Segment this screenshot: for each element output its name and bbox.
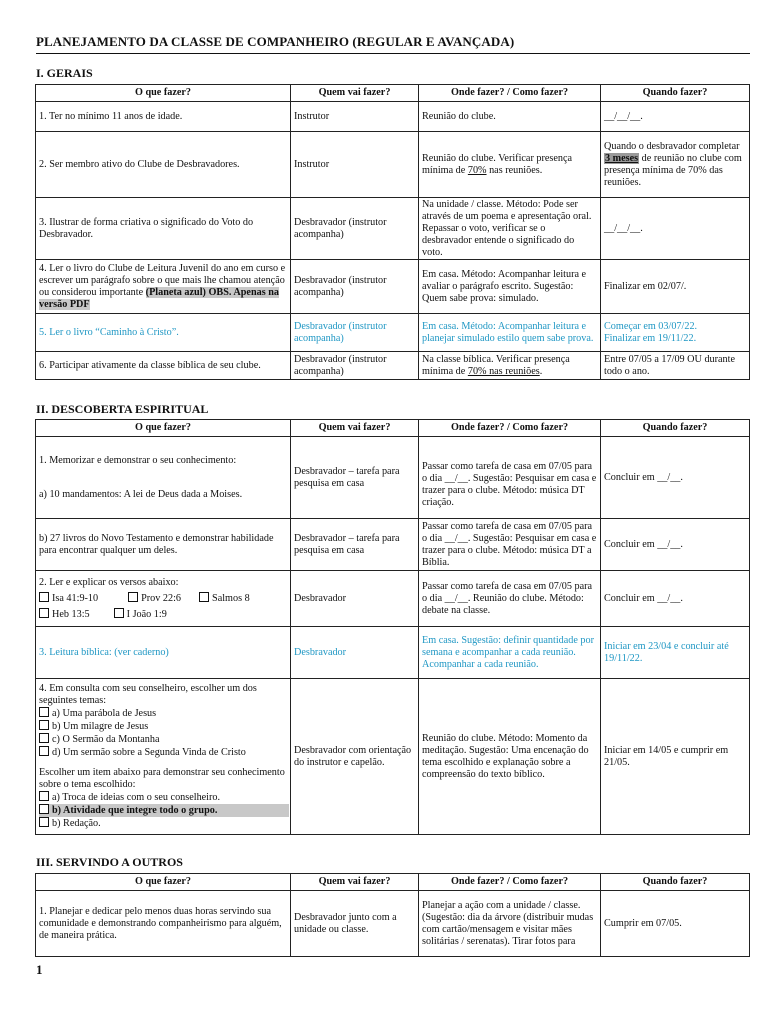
cell-when: Finalizar em 02/07/.	[601, 260, 750, 314]
cell-when: Iniciar em 14/05 e cumprir em 21/05.	[601, 679, 750, 835]
cell-what: 6. Participar ativamente da classe bíblica de seu clube.	[36, 352, 291, 380]
cell-when: Quando o desbravador completar 3 meses de reunião no clube com presença mínima de 70% das reuniões.	[601, 132, 750, 198]
header-when: Quando fazer?	[601, 85, 750, 102]
verse-checkbox[interactable]: Isa 41:9-10	[39, 592, 98, 605]
verse-checkbox[interactable]: Heb 13:5	[39, 608, 90, 621]
header-how: Onde fazer? / Como fazer?	[419, 874, 601, 891]
demo-option-highlighted[interactable]: b) Atividade que integre todo o grupo.	[39, 804, 289, 817]
section-title-espiritual: II. DESCOBERTA ESPIRITUAL	[36, 402, 209, 416]
table-espiritual	[35, 419, 750, 835]
cell-when: Concluir em __/__.	[601, 437, 750, 519]
table-row	[36, 679, 750, 835]
table-row	[36, 314, 750, 352]
cell-what: 1. Planejar e dedicar pelo menos duas horas servindo sua comunidade e demonstrando companheirismo para alguém, de maneira prática.	[36, 891, 291, 957]
cell-when: Entre 07/05 a 17/09 OU durante todo o ano.	[601, 352, 750, 380]
highlight-70: 70%	[467, 164, 487, 176]
cell-what: 3. Leitura bíblica: (ver caderno)	[36, 627, 291, 679]
table-servindo	[35, 873, 750, 957]
cell-how: Em casa. Método: Acompanhar leitura e planejar simulado estilo quem sabe prova.	[419, 314, 601, 352]
cell-what: 1. Memorizar e demonstrar o seu conhecimento: a) 10 mandamentos: A lei de Deus dada a Moises.	[36, 437, 291, 519]
cell-who: Desbravador (instrutor acompanha)	[291, 260, 419, 314]
cell-how: Reunião do clube. Método: Momento da meditação. Sugestão: Uma encenação do tema escolhido e explanação sobre a compreensão do texto bíblico.	[419, 679, 601, 835]
highlight-planeta-azul: (Planeta azul) OBS. Apenas na versão PDF	[39, 286, 279, 310]
header-what: O que fazer?	[36, 420, 291, 437]
cell-when: Concluir em __/__.	[601, 519, 750, 571]
cell-what: 2. Ler e explicar os versos abaixo: Isa 41:9-10 Prov 22:6 Salmos 8 Heb 13:5 I João 1:9	[36, 571, 291, 627]
header-what: O que fazer?	[36, 85, 291, 102]
verse-checkbox[interactable]: Prov 22:6	[128, 592, 181, 605]
table-gerais	[35, 84, 750, 380]
table-row	[36, 260, 750, 314]
header-who: Quem vai fazer?	[291, 874, 419, 891]
cell-when: Cumprir em 07/05.	[601, 891, 750, 957]
table-row	[36, 571, 750, 627]
table-header-row	[36, 85, 750, 102]
cell-how: Em casa. Sugestão: definir quantidade por semana e acompanhar a cada reunião. Acompanhar a cada reunião.	[419, 627, 601, 679]
cell-how: Reunião do clube. Verificar presença mínima de 70% nas reuniões.	[419, 132, 601, 198]
cell-when: Concluir em __/__.	[601, 571, 750, 627]
cell-how: Na unidade / classe. Método: Pode ser através de um poema e apresentação oral. Repassar o voto, verificar se o desbravador entende o significado do voto.	[419, 198, 601, 260]
demo-option[interactable]: a) Troca de ideias com o seu conselheiro.	[39, 791, 287, 804]
header-what: O que fazer?	[36, 874, 291, 891]
header-when: Quando fazer?	[601, 420, 750, 437]
cell-what: 5. Ler o livro “Caminho à Cristo”.	[36, 314, 291, 352]
cell-who: Desbravador (instrutor acompanha)	[291, 314, 419, 352]
cell-how: Passar como tarefa de casa em 07/05 para o dia __/__. Sugestão: Pesquisar em casa e trazer para o clube. Método: música DT a Bíblia.	[419, 519, 601, 571]
table-row	[36, 102, 750, 132]
cell-who: Desbravador – tarefa para pesquisa em casa	[291, 437, 419, 519]
page-title: PLANEJAMENTO DA CLASSE DE COMPANHEIRO (REGULAR E AVANÇADA)	[36, 34, 750, 54]
highlight-3-meses: 3 meses	[605, 152, 639, 164]
cell-what: 3. Ilustrar de forma criativa o significado do Voto do Desbravador.	[36, 198, 291, 260]
page-number: 1	[36, 962, 43, 977]
verse-checkbox[interactable]: I João 1:9	[114, 608, 167, 621]
cell-what: 2. Ser membro ativo do Clube de Desbravadores.	[36, 132, 291, 198]
cell-what: b) 27 livros do Novo Testamento e demonstrar habilidade para encontrar qualquer um deles.	[36, 519, 291, 571]
table-header-row	[36, 420, 750, 437]
table-row	[36, 437, 750, 519]
cell-what: 4. Ler o livro do Clube de Leitura Juvenil do ano em curso e escrever um parágrafo sobre o que mais lhe chamou atenção ou considerou importante (Planeta azul) OBS. Apenas na versão PDF	[36, 260, 291, 314]
cell-when: __/__/__.	[601, 102, 750, 132]
cell-who: Desbravador com orientação do instrutor e capelão.	[291, 679, 419, 835]
cell-how: Passar como tarefa de casa em 07/05 para o dia __/__. Sugestão: Pesquisar em casa e trazer para o clube. Método: música DT criação.	[419, 437, 601, 519]
header-how: Onde fazer? / Como fazer?	[419, 420, 601, 437]
cell-who: Desbravador (instrutor acompanha)	[291, 352, 419, 380]
cell-who: Desbravador junto com a unidade ou classe.	[291, 891, 419, 957]
section-title-servindo: III. SERVINDO A OUTROS	[36, 855, 183, 869]
cell-who: Desbravador – tarefa para pesquisa em casa	[291, 519, 419, 571]
theme-option[interactable]: c) O Sermão da Montanha	[39, 733, 287, 746]
table-row	[36, 891, 750, 957]
cell-when: __/__/__.	[601, 198, 750, 260]
cell-what: 1. Ter no mínimo 11 anos de idade.	[36, 102, 291, 132]
header-when: Quando fazer?	[601, 874, 750, 891]
cell-who: Instrutor	[291, 132, 419, 198]
verse-checkbox[interactable]: Salmos 8	[199, 592, 250, 605]
cell-when: Começar em 03/07/22. Finalizar em 19/11/22.	[601, 314, 750, 352]
table-header-row	[36, 874, 750, 891]
table-row	[36, 198, 750, 260]
cell-how: Em casa. Método: Acompanhar leitura e avaliar o parágrafo escrito. Sugestão: Quem sabe prova: simulado.	[419, 260, 601, 314]
header-who: Quem vai fazer?	[291, 420, 419, 437]
table-row	[36, 627, 750, 679]
theme-option[interactable]: d) Um sermão sobre a Segunda Vinda de Cristo	[39, 746, 287, 759]
cell-who: Desbravador (instrutor acompanha)	[291, 198, 419, 260]
theme-option[interactable]: b) Um milagre de Jesus	[39, 720, 287, 733]
cell-how: Na classe bíblica. Verificar presença mínima de 70% nas reuniões.	[419, 352, 601, 380]
cell-how: Planejar a ação com a unidade / classe. (Sugestão: dia da árvore (distribuir mudas com cartão/mensagem e visitar mães solitárias / serenatas). Tirar fotos para	[419, 891, 601, 957]
header-how: Onde fazer? / Como fazer?	[419, 85, 601, 102]
cell-what: 4. Em consulta com seu conselheiro, escolher um dos seguintes temas: a) Uma parábola de Jesus b) Um milagre de Jesus c) O Sermão da Montanha d) Um sermão sobre a Segunda Vinda de Cristo Escolher um item abaixo para demonstrar seu conhecimento sobre o tema escolhido: a) Troca de ideias com o seu conselheiro. b) Atividade que integre todo o grupo. b) Redação.	[36, 679, 291, 835]
header-who: Quem vai fazer?	[291, 85, 419, 102]
cell-who: Instrutor	[291, 102, 419, 132]
theme-option[interactable]: a) Uma parábola de Jesus	[39, 707, 287, 720]
demo-option[interactable]: b) Redação.	[39, 817, 287, 830]
section-title-gerais: I. GERAIS	[36, 66, 93, 80]
cell-who: Desbravador	[291, 571, 419, 627]
table-row	[36, 352, 750, 380]
table-row	[36, 132, 750, 198]
cell-who: Desbravador	[291, 627, 419, 679]
cell-how: Reunião do clube.	[419, 102, 601, 132]
table-row	[36, 519, 750, 571]
cell-how: Passar como tarefa de casa em 07/05 para o dia __/__. Reunião do clube. Método: debate na classe.	[419, 571, 601, 627]
cell-when: Iniciar em 23/04 e concluir até 19/11/22.	[601, 627, 750, 679]
